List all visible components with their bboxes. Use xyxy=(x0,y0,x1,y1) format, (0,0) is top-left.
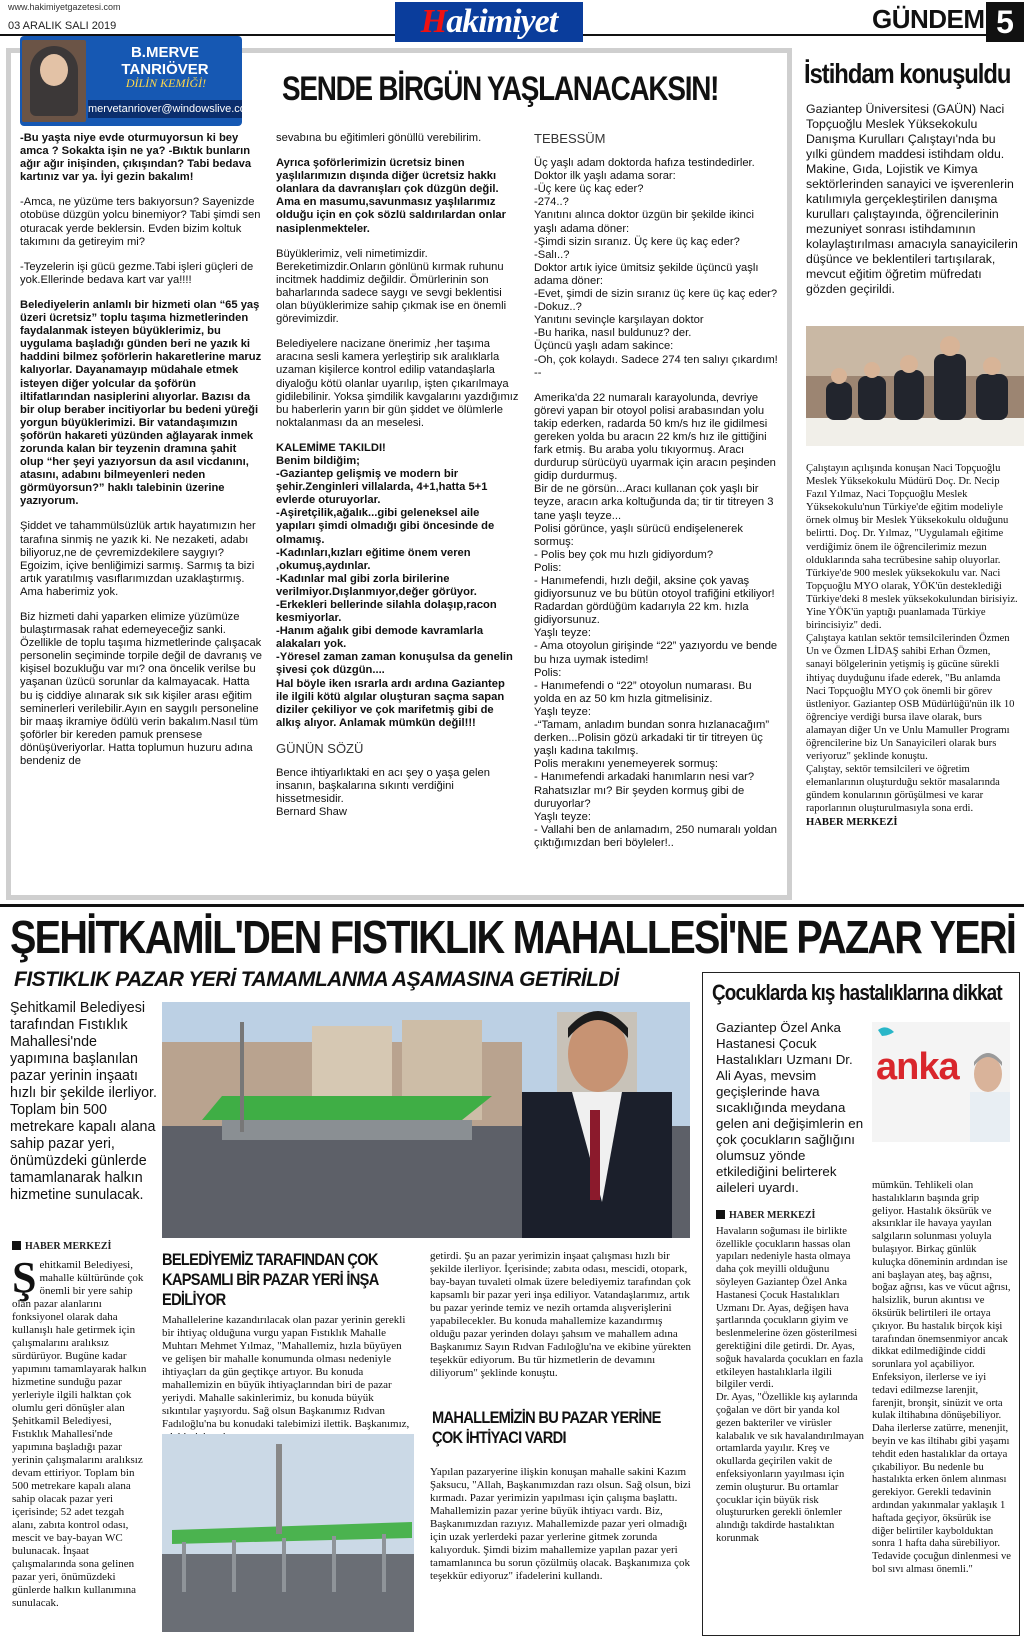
paragraph: Havaların soğuması ile birlikte özellikle çocukların hassas olan yapıları nedeniyle hasta olmaya daha çok meyilli olduğunu söyleyen Gaziantep Özel Anka Hastanesi Çocuk Hastalıkları Uzmanı Dr. Ayas, değişen hava şartlarında çocukların giyim ve beslenmelerine özen gösterilmesi gerektiğini dile getirdi. Dr. Ayas, soğuk havalarda çocukları en fazla etkileyen hastalıklarla ilgili bilgiler verdi. Dr. Ayas, "Özellikle kış aylarında çoğalan ve dört bir yanda kol gezen bakteriler ve virüsler kalabalık ve sık havalandırılmayan ortamlarda yayılır. Kreş ve okullarda geçirilen vakit de enfeksiyonların yayılması için zemin oluşturur. Bu ortamlar çocuklar için büyük risk oluştururken gerekli önlemler alındığı takdirde hastalıktan korunmak xyxy=(716,1225,864,1544)
health-lead: Gaziantep Özel Anka Hastanesi Çocuk Hastalıkları Uzmanı Dr. Ali Ayas, mevsim geçişlerinde hava sıcaklığında meydana gelen ani değişimlerin en çok çocukların sağlığını olumsuz yönde etkilediğini belirterek aileleri uyardı. xyxy=(716,1020,864,1195)
market-construction-photo xyxy=(162,1002,690,1238)
column-name: DİLİN KEMİĞİ! xyxy=(125,76,207,90)
masthead-logo xyxy=(395,2,583,42)
main-story-col-1 xyxy=(12,1240,148,1610)
paragraph: Amerika'da 22 numaralı karayolunda, devriye görevi yapan bir otoyol polisi arabasından yolu takip ederken, radarda 50 km/s hız ile gidilmesi gereken yolda bu aracın 22 km/s hız ile gittiğini fark etmiş. Bu araba yolu tıkıyormuş. Aracı durdurup sürücüyü uyarmak için aracın peşinden gidip durdurmuş. Bir de ne görsün...Aracı kullanan çok yaşlı bir teyze, aracın arka koltuğunda da; tir tir titreyen 3 tane yaşlı teyze... Polisi görünce, yaşlı sürücü endişelenerek sormuş: - Polis bey çok mu hızlı gidiyordum? Polis: - Hanımefendi, hızlı değil, aksine çok yavaş gidiyorsunuz ve bu bütün otoyol trafiğini etkiliyor! Radardan gördüğüm kadarıyla 22 km. hızla gidiyorsunuz. Yaşlı teyze: - Ama otoyolun girişinde “22” yazıyordu ve bende bu hıza uymak istedim! Polis: - Hanımefendi o “22” otoyolun numarası. Bu yolda en az 50 km hızla gitmelisiniz. Yaşlı teyze: -“Tamam, anladım bundan sonra hızlanacağım” derken...Polisin gözü arkadaki tir tir titreyen üç yaşlı kadına takılmış. Polis merakını yenemeyerek sormuş: - Hanımefendi arkadaki hanımların nesi var? Rahatsızlar mı? Bir şeyden kormuş gibi de duruyorlar? Yaşlı teyze: - Vallahi ben de anlamadım, 250 numaralı yoldan çıktığımızdan beri böyleler!.. xyxy=(534,391,778,849)
paragraph: Büyüklerimiz, veli nimetimizdir. Bereketimizdir.Onların gönlünü kırmak ruhunu incitmek haddimiz değildir. Ömürlerinin son baharlarında sadece saygı ve sevgi beklentisi olan büyüklerimize sahip çıkmak ise en önemli görevimizdir. xyxy=(276,247,507,326)
author-name: B.MERVE TANRIÖVER xyxy=(121,44,209,78)
byline: HABER MERKEZİ xyxy=(12,1240,148,1253)
author-photo xyxy=(22,40,86,122)
doctor-photo xyxy=(872,1022,1010,1142)
meeting-photo xyxy=(806,326,1024,446)
health-col-2: mümkün. Tehlikeli olan hastalıkların başında grip geliyor. Hastalık öksürük ve aksırıklar ile havaya yayılan salgıların solunması yoluyla bulaşıyor. Birkaç günlük kuluçka döneminin ardından ise ani başlayan ateş, baş ağrısı, boğaz ağrısı, kas ve vücut ağrısı, halsizlik, burun akıntısı ve öksürük belirtileri ile ortaya çıkıyor. Bu hastalık birçok kişi tarafından önemsenmiyor ancak dikkat edilmediğinde ciddi sorunlara yol açabiliyor. Enfeksiyon, ilerlerse ve iyi tedavi edilmezse larenjit, farenjit, bronşit, sinüzit ve orta kulak iltihabına dönüşebiliyor. Daha ilerlerse zatürre, menenjit, beyin ve kas iltihabı gibi yaşamı tehdit eden hastalıklar da ortaya çıkabiliyor. Bu nedenle bu hastalıkta erken önlem alınması gerekiyor. Gerekli tedavinin ardından yakınmalar yaklaşık 1 haftada geçiyor, öksürük ise diğer belirtiler kaybolduktan sonra 1 hafta daha sürebiliyor. Tedavide çocuğun dinlenmesi ve bol sıvı alması önemli." xyxy=(872,1180,1011,1575)
sidebar-body xyxy=(806,462,1020,829)
column-text-1 xyxy=(20,132,262,882)
market-roof-photo xyxy=(162,1434,414,1632)
section-divider xyxy=(0,904,1024,907)
paragraph: -Amca, ne yüzüme ters bakıyorsun? Sayenizde otobüse düzgün yolcu binemiyor? Tabi şimdi sen oturacak yerde beklersin. Evden bizim koltuk takımını da getireyim mi? xyxy=(20,196,261,248)
main-story-col-2: Mahallelerine kazandırılacak olan pazar yerinin gerekli bir ihtiyaç olduğuna vurgu yapan Fıstıklık Mahalle Muhtarı Mehmet Yılmaz, "Mahallemiz, hızla büyüyen ve gelişen bir mahalle konumunda olması nedeniyle ihtiyaçları da gün geçtikçe artıyor. Bu konuda mahallemizin en büyük ihtiyaçlarından biri de pazar yeriydi. Mahalle sakinlerimiz, bu konuda büyük sıkıntılar yaşıyordu. Sağ olsun Başkanımız Rıdvan Fadıloğlu'na bu konudaki talebimizi ilettik. Başkanımız, xyxy=(162,1314,410,1430)
masthead-initial: H xyxy=(420,3,447,40)
main-headline: ŞEHİTKAMİL'DEN FISTIKLIK MAHALLESİ'NE PAZAR YERİ xyxy=(10,911,1016,963)
byline: HABER MERKEZİ xyxy=(806,816,898,828)
paragraph: KALEMİME TAKILDI! Benim bildiğim; -Gaziantep gelişmiş ve modern bir şehir.Zenginleri villalarda, 4+1,hatta 5+1 evlerde oturuyorlar. -Aşiretçilik,ağalık...gibi geleneksel aile yapıları şimdi olmadığı gibi öncesinde de olmamış. -Kadınları,kızları eğitime önem veren ,okumuş,aydınlar. -Kadınlar mal gibi zorla birilerine verilmiyor.Dışlanmıyor,değer görüyor. -Erkekleri bellerinde silahla dolaşıp,racon kesmiyorlar. -Hanım ağalık gibi demode kavramlarla alakaları yok. -Yöresel zaman zaman konuşulsa da genelin şivesi çok düzgün.... Hal böyle iken ısrarla ardı ardına Gaziantep ile ilgili kötü algılar oluşturan saçma sapan diziler çekiliyor ve çok marifetmiş gibi de alkış alıyor. Anlamak mümkün değil!!! xyxy=(276,441,513,729)
paragraph: -Bu yaşta niye evde oturmuyorsun ki bey amca ? Sokakta işin ne ya? -Bıktık bunların ağır ağır inişinden, çıkışından? Tabi bedava kartınız var ya. İyi gezin bakalım! xyxy=(20,132,252,184)
site-url: www.hakimiyetgazetesi.com xyxy=(8,2,121,12)
paragraph: Şiddet ve tahammülsüzlük artık hayatımızın her tarafına sinmiş ne yazık ki. Ne nezaketi, adabı biliyoruz,ne de çevremizdekilere saygıyı? Egoizim, içive benliğimizi sarmış. Sarmış ta bizi artık yaratılmış vasıflarımızdan uzaklaştırmış. Ama haberimiz yok. xyxy=(20,520,256,598)
subheading: GÜNÜN SÖZÜ xyxy=(276,740,364,756)
paragraph: Bence ihtiyarlıktaki en acı şey o yaşa gelen insanın, başkalarına sıkıntı verdiğini hissetmesidir. Bernard Shaw xyxy=(276,767,490,819)
paragraph: Belediyelerin anlamlı bir hizmeti olan “65 yaş üzeri ücretsiz” toplu taşıma hizmetlerinden faydalanmak isteyen büyüklerimiz, bu uygulama başladığı günden beri ne yazık ki haddini bilmez şoförlerin hakaretlerine maruz kalıyorlar. Dayanamayıp müdahale etmek isteyen diğer yolcular da şoförün iltifatlarından nasiplerini alıyorlar. Bazısı da bir olup beraber incitiyorlar bu bedeni yüreği yorgun büyüklerimizi. Bir vatandaşımızın şoförün hakareti yüzünden ağlayarak inmek zorunda kalan bir teyzenin dramına şahit olup “her şeyi yazıyorsun da asıl vicdanını, atasını, adabını bilmeyenleri neden görmüyorsun?” haklı talebinin üzerine yazıyorum. xyxy=(20,298,262,508)
page-number: 5 xyxy=(986,2,1024,42)
subheadline-2: MAHALLEMİZİN BU PAZAR YERİNE ÇOK İHTİYACI VARDI xyxy=(432,1408,661,1447)
byline: HABER MERKEZİ xyxy=(716,1210,864,1223)
paragraph: Ayrıca şoförlerimizin ücretsiz binen yaşlılarımızın dışında diğer ücretsiz hakkı olanlara da davranışları çok düzgün değil. Ama en masumu,savunmasız yaşlılarımız olduğu için en çok sözlü saldırılardan onlar nasiplenmekteler. xyxy=(276,157,507,235)
health-headline: Çocuklarda kış hastalıklarına dikkat xyxy=(712,980,1002,1005)
main-story-col-4: Yapılan pazaryerine ilişkin konuşan mahalle sakini Kazım Şaksucu, "Allah, Başkanımızdan razı olsun. Sağ olsun, bizi kırmadı. Pazar yerimizin yapılması için çalışma başlattı. Mahallemizin pazar yerine büyük ihtiyacı vardı. Biz, Başkanımızdan razıyız. Mahallemizde pazar yeri olmadığı için uzak yerlerdeki pazar yerlerine gitmek zorunda kalıyorduk. Şimdi bizim mahallemize yapılan pazar yeri tamamlanınca bu sorun çözülmüş olacak. Başkanımıza çok teşekkür ediyoruz" ifadelerini kullandı. xyxy=(430,1466,691,1582)
column-text-3 xyxy=(534,132,780,882)
sidebar-lead: Gaziantep Üniversitesi (GAÜN) Naci Topçuoğlu Meslek Yüksekokulu Danışma Kurulları Çalıştayı'nda bu yılki gündem maddesi istihdam oldu. Makine, Gıda, Lojistik ve Kimya sektörlerinden sanayici ve işverenlerin katılımıyla gerçekleştirilen danışma kurulları çalıştayında, öğrencilerinin mezuniyet sonrası istihdamının kolaylaştırılması amacıyla sanayicilerin düşünce ve beklentileri tartışılarak, mevcut eğitim öğretim müfredatı gözden geçirildi. xyxy=(806,102,1018,296)
paragraph: Belediyelere nacizane önerimiz ,her taşıma aracına sesli kamera yerleştirip sık aralıklarla uzaman kişilerce kontrol edilip vatandaşlarla diyaloğu kötü olanlar uyarılıp, işten çıkarılmaya gidilebilinir. Yoksa şimdilik kavgalarını yazdığımız bu haberlerin yarın bir gün şiddet ve ölümlerle noktalanması da an meselesi. xyxy=(276,338,519,429)
author-email[interactable]: mervetanriover@windowslive.com xyxy=(88,100,242,118)
paragraph: Üç yaşlı adam doktorda hafıza testindedirler. Doktor ilk yaşlı adama sorar: -Üç kere üç kaç eder? -274..? Yanıtını alınca doktor üzgün bir şekilde ikinci yaşlı adama döner: -Şimdi sizin sıranız. Üç kere üç kaç eder? -Salı..? Doktor artık iyice ümitsiz şekilde üçüncü yaşlı adama döner: -Evet, şimdi de sizin sıranız üç kere üç kaç eder? -Dokuz..? Yanıtını sevinçle karşılayan doktor -Bu harika, nasıl buldunuz? der. Üçüncü yaşlı adam sakince: -Oh, çok kolaydı. Sadece 274 ten salıyı çıkardım! -- xyxy=(534,157,778,379)
sidebar-headline: İstihdam konuşuldu xyxy=(804,58,1011,89)
section-label: GÜNDEM xyxy=(872,4,985,34)
subheading: TEBESSÜM xyxy=(534,132,606,146)
main-lead: Şehitkamil Belediyesi tarafından Fıstıklık Mahallesi'nde yapımına başlanılan pazar yerinin inşaatı hızlı bir şekilde ilerliyor. Toplam bin 500 metrekare kapalı alana sahip pazar yeri, önümüzdeki günlerde tamamlanarak halkın hizmetine sunulacak. xyxy=(10,1000,157,1203)
subheadline-1: BELEDİYEMİZ TARAFINDAN ÇOK KAPSAMLI BİR PAZAR YERİ İNŞA EDİLİYOR xyxy=(162,1250,379,1309)
main-story-col-3: getirdi. Şu an pazar yerimizin inşaat çalışması hızlı bir şekilde ilerliyor. İçerisinde; zabıta odası, mescidi, otopark, bay-bayan tuvaleti olmak üzere belediyemiz tarafından çok kapsamlı bir pazar yeri inşa ediliyor. Vatandaşlarımız, artık bu pazar yerinde temiz ve nezih ortamda alışverişlerini yapabilecekler. Bu konuda mahallemize kazandırmış olduğu pazar yerinden dolayı şahsım ve mahallem adına Başkanımız Sayın Rıdvan Fadıloğlu'na ve ekibine yürekten teşekkür ediyorum. Bu tür hizmetlerin de devamını diliyorum" şeklinde konuştu. xyxy=(430,1250,692,1379)
health-col-1 xyxy=(716,1210,864,1546)
paragraph: -Teyzelerin işi gücü gezme.Tabi işleri güçleri de yok.Ellerinde bedava kart var ya!!!! xyxy=(20,260,254,286)
column-text-2 xyxy=(276,132,520,882)
issue-date: 03 ARALIK SALI 2019 xyxy=(8,20,117,32)
main-deck: FISTIKLIK PAZAR YERİ TAMAMLANMA AŞAMASINA GETİRİLDİ xyxy=(14,968,619,991)
paragraph: Çalıştayın açılışında konuşan Naci Topçuoğlu Meslek Yüksekokulu Müdürü Doç. Dr. Necip Fazıl Yılmaz, Naci Topçuoğlu Meslek Yüksekokulu'nun Türkiye'de eğitim modeliyle örnek olmuş bir Meslek Yüksekokulu olduğunu belirtti. Doç. Dr. Yılmaz, "Uygulamalı eğitime verdiğimiz önem ile öğrencilerimiz mezun olduklarında saha tecrübesine sahip oluyorlar. Türkiye'de 900 meslek yüksekokulu var. Naci Topçuoğlu MYO olarak, YÖK'ün desteklediği Türkiye'deki 8 meslek yüksekokulundan birisiyiz. Yine YÖK'ün yaptığı puanlamada Türkiye birincisiyiz" dedi. Çalıştaya katılan sektör temsilcilerinden Özmen Un ve Özmen LİDAŞ sahibi Erhan Özmen, sanayi bölgelerinin yetişmiş iş gücüne sürekli ihtiyaç duyduğunu ifade ederek, "Bu anlamda Naci Topçuoğlu MYO çok önemli bir görev üstleniyor. Gaziantep OSB Müdürlüğü'nün ilk 10 öğrenciye verdiği bursa ilave olarak, burs alamayan diğer Un ve Unlu Mamuller Programı öğrencilerine biz Un Sanayicileri olarak burs veriyoruz" şeklinde konuştu. Çalıştay, sektör temsilcileri ve öğretim elemanlarının oluşturduğu sektör masalarında gündem konularının görüşülmesi ve karar raporlarının oluşturulmasıyla sona erdi. xyxy=(806,463,1018,815)
masthead-name: akimiyet xyxy=(446,3,558,40)
paragraph: Biz hizmeti dahi yaparken elimize yüzümüze bulaştırmasak rahat edemeyeceğiz sanki. Özellikle de toplu taşıma hizmetlerinde çalışacak personelin seçiminde torpile değil de davranış ve kişisel bozukluğu var mı? ona öncelik verilse bu yaşanan üzücü sorunlar da kalmayacak. Hatta bu iş ciddiye alınarak sık sık kişiler arası eğitim seminerleri verilebilir.Ayın en saygılı personeline bir maaş ikramiye ödülü verin bakalım.Nasıl tüm şoförler bir kereden pamuk prensese dönüşüveriyorlar. Hatta toplumun huzuru adına bendeniz de xyxy=(20,611,262,768)
hospital-logo-text: anka xyxy=(876,1046,959,1088)
paragraph: sevabına bu eğitimleri gönüllü verebilirim. xyxy=(276,132,482,144)
column-headline: SENDE BİRGÜN YAŞLANACAKSIN! xyxy=(282,70,719,108)
dropcap: Ş xyxy=(12,1253,37,1302)
paragraph: ehitkamil Belediyesi, mahalle kültüründe çok önemli bir yere sahip olan pazar alanlarını fonksiyonel olarak daha kullanışlı hale getirmek için çalışmalarını aralıksız sürdürüyor. Bugüne kadar yapımını tamamlayarak halkın hizmetine sunduğu pazar yerleriyle ilgili halktan çok olumlu geri dönüşler alan Şehitkamil Belediyesi, Fıstıklık Mahallesi'nde yapımına başladığı pazar yerinin çalışmalarını aralıksız devam ettiriyor. Toplam bin 500 metrekare kapalı alana sahip olacak pazar yeri içerisinde; 52 adet tezgah alanı, zabıta kontrol odası, mescit ve bay-bayan WC bulunacak. İnşaat çalışmalarında sona gelinen pazar yeri, önümüzdeki günlerde halkın kullanımına sunulacak. xyxy=(12,1259,147,1609)
